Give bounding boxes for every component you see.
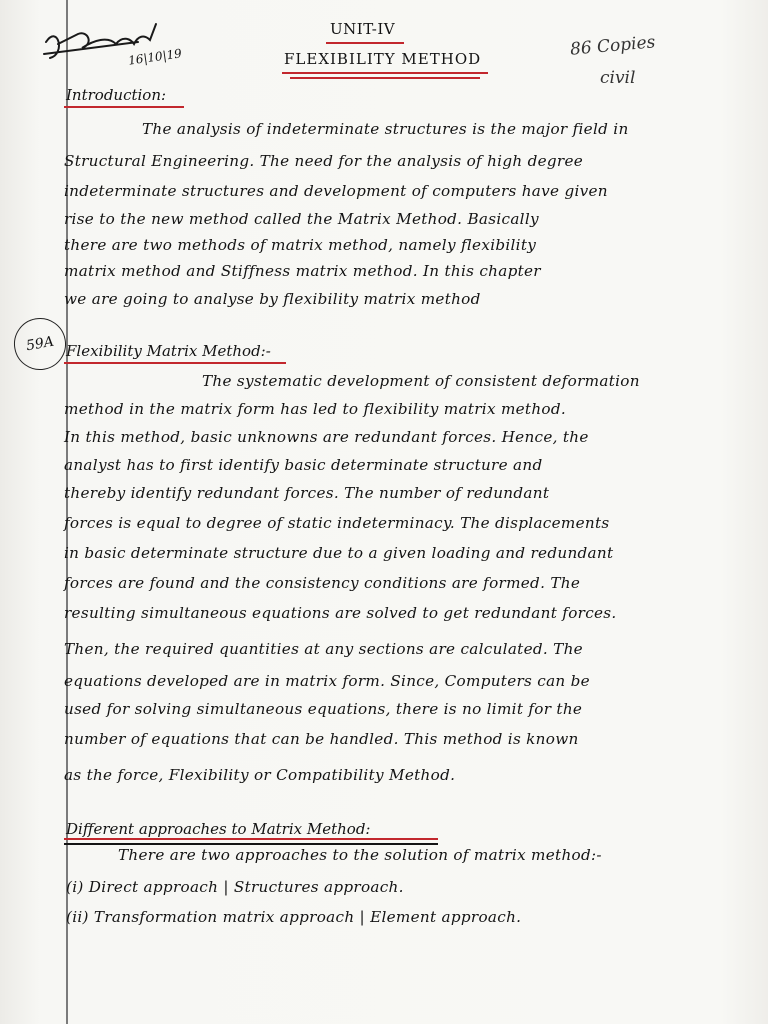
text-line: in basic determinate structure due to a given loading and redundant xyxy=(64,544,614,562)
text-line: There are two approaches to the solution of matrix method:- xyxy=(118,846,602,864)
signature-date: 16|10|19 xyxy=(127,46,183,68)
heading-underline xyxy=(64,362,286,364)
text-line: resulting simultaneous equations are solved to get redundant forces. xyxy=(64,604,617,622)
text-line: method in the matrix form has led to flexibility matrix method. xyxy=(64,400,567,418)
department-note: civil xyxy=(600,68,636,88)
text-line: thereby identify redundant forces. The number of redundant xyxy=(64,484,550,502)
title-underline xyxy=(282,72,488,74)
heading-underline xyxy=(64,106,184,108)
text-line: Then, the required quantities at any sections are calculated. The xyxy=(64,640,583,658)
section-heading-approaches: Different approaches to Matrix Method: xyxy=(66,820,371,838)
text-line: Structural Engineering. The need for the analysis of high degree xyxy=(64,152,584,170)
text-line: The systematic development of consistent deformation xyxy=(202,372,640,390)
text-line: as the force, Flexibility or Compatibility Method. xyxy=(64,766,456,784)
list-item: (i) Direct approach | Structures approach. xyxy=(66,878,404,896)
margin-mark: 59A xyxy=(10,314,70,374)
text-line: analyst has to first identify basic determinate structure and xyxy=(64,456,543,474)
text-line: forces are found and the consistency conditions are formed. The xyxy=(64,574,581,592)
list-item: (ii) Transformation matrix approach | Element approach. xyxy=(66,908,522,926)
unit-underline xyxy=(326,42,404,44)
text-line: rise to the new method called the Matrix Method. Basically xyxy=(64,210,539,228)
copies-note: 86 Copies xyxy=(569,32,657,60)
heading-underline-second xyxy=(64,843,438,845)
title-underline-second xyxy=(290,77,480,79)
text-line: In this method, basic unknowns are redundant forces. Hence, the xyxy=(64,428,589,446)
text-line: equations developed are in matrix form. Since, Computers can be xyxy=(64,672,590,690)
text-line: there are two methods of matrix method, namely flexibility xyxy=(64,236,537,254)
section-heading-flexibility: Flexibility Matrix Method:- xyxy=(66,342,271,360)
section-heading-introduction: Introduction: xyxy=(66,86,167,104)
text-line: The analysis of indeterminate structures is the major field in xyxy=(142,120,629,138)
page-title: FLEXIBILITY METHOD xyxy=(284,50,482,68)
text-line: indeterminate structures and development of computers have given xyxy=(64,182,608,200)
unit-title: UNIT-IV xyxy=(330,20,396,38)
text-line: used for solving simultaneous equations, there is no limit for the xyxy=(64,700,583,718)
heading-underline xyxy=(64,838,438,840)
text-line: we are going to analyse by flexibility matrix method xyxy=(64,290,481,308)
text-line: matrix method and Stiffness matrix method. In this chapter xyxy=(64,262,541,280)
text-line: forces is equal to degree of static indeterminacy. The displacements xyxy=(64,514,610,532)
signature-scribble xyxy=(38,14,188,74)
text-line: number of equations that can be handled. This method is known xyxy=(64,730,579,748)
